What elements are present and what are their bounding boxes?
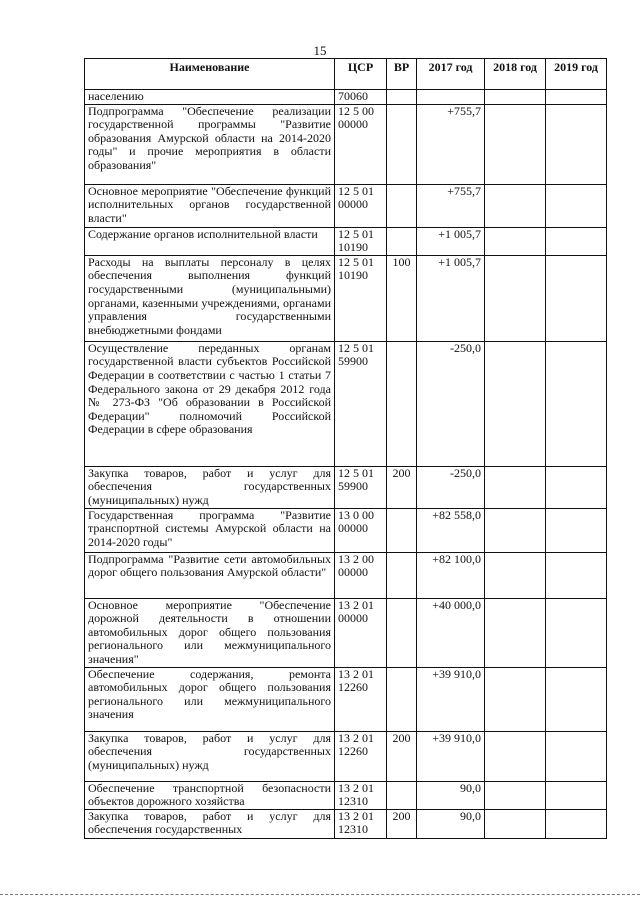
cell-y2018 [485, 227, 546, 255]
budget-table [84, 58, 607, 839]
header-2019: 2019 год [546, 59, 607, 90]
cell-name: Государственная программа "Развитие транспортной системы Амурской области на 2014-2020 годы" [85, 508, 335, 552]
table-row [85, 731, 607, 781]
header-name: Наименование [85, 59, 335, 90]
cell-y2017: +755,7 [417, 104, 485, 184]
header-csr: ЦСР [335, 59, 387, 90]
cell-vr [387, 104, 417, 184]
cell-y2017 [417, 90, 485, 105]
cell-y2017: +40 000,0 [417, 598, 485, 667]
cell-vr [387, 667, 417, 731]
cell-y2017: +39 910,0 [417, 667, 485, 731]
cell-y2017: 90,0 [417, 809, 485, 838]
cell-csr: 13 2 01 12260 [335, 731, 387, 781]
cell-y2018 [485, 90, 546, 105]
cell-csr: 12 5 01 59900 [335, 466, 387, 508]
table-row [85, 184, 607, 227]
cell-y2017: +1 005,7 [417, 255, 485, 341]
table-row [85, 508, 607, 552]
cell-y2019 [546, 552, 607, 598]
cell-y2018 [485, 184, 546, 227]
cell-name: населению [85, 90, 335, 105]
cell-y2018 [485, 781, 546, 809]
cell-vr [387, 227, 417, 255]
cell-y2019 [546, 731, 607, 781]
cell-name: Обеспечение транспортной безопасности объектов дорожного хозяйства [85, 781, 335, 809]
cell-name: Основное мероприятие "Обеспечение дорожной деятельности в отношении автомобильных дорог общего пользования регионального или межмуниципального значения" [85, 598, 335, 667]
table-row [85, 90, 607, 105]
cell-csr: 13 2 01 12310 [335, 809, 387, 838]
cell-y2019 [546, 104, 607, 184]
cell-y2018 [485, 255, 546, 341]
cell-y2019 [546, 598, 607, 667]
cell-csr: 12 5 01 10190 [335, 255, 387, 341]
cell-y2017: +39 910,0 [417, 731, 485, 781]
table-row [85, 466, 607, 508]
cell-csr: 13 2 01 00000 [335, 598, 387, 667]
cell-name: Подпрограмма "Развитие сети автомобильных дорог общего пользования Амурской области" [85, 552, 335, 598]
cell-name: Расходы на выплаты персоналу в целях обеспечения выполнения функций государственными (муниципальными) органами, казенными учреждениями, органами управления государственными внебюджетными фондами [85, 255, 335, 341]
cell-y2018 [485, 598, 546, 667]
table-row [85, 255, 607, 341]
cell-y2019 [546, 667, 607, 731]
cell-vr: 200 [387, 466, 417, 508]
cell-y2018 [485, 809, 546, 838]
table-row [85, 667, 607, 731]
cell-y2018 [485, 552, 546, 598]
table-row [85, 809, 607, 838]
cell-name: Содержание органов исполнительной власти [85, 227, 335, 255]
cell-name: Закупка товаров, работ и услуг для обеспечения государственных (муниципальных) нужд [85, 466, 335, 508]
cell-csr: 12 5 01 59900 [335, 341, 387, 466]
cell-y2019 [546, 184, 607, 227]
cell-y2018 [485, 341, 546, 466]
cell-name: Осуществление переданных органам государственной власти субъектов Российской Федерации в соответствии с частью 1 статьи 7 Федерального закона от 29 декабря 2012 года № 273-ФЗ "Об образовании в Российской Федерации" полномочий Российской Федерации в сфере образования [85, 341, 335, 466]
cell-csr: 13 2 01 12260 [335, 667, 387, 731]
cell-vr [387, 508, 417, 552]
cell-vr [387, 90, 417, 105]
cell-csr: 12 5 01 00000 [335, 184, 387, 227]
cell-y2018 [485, 466, 546, 508]
cell-vr [387, 341, 417, 466]
header-2018: 2018 год [485, 59, 546, 90]
cell-y2017: +82 100,0 [417, 552, 485, 598]
cell-y2017: -250,0 [417, 466, 485, 508]
cell-y2017: +82 558,0 [417, 508, 485, 552]
cell-y2017: +1 005,7 [417, 227, 485, 255]
cell-y2018 [485, 104, 546, 184]
table-row [85, 227, 607, 255]
header-2017: 2017 год [417, 59, 485, 90]
cell-y2019 [546, 90, 607, 105]
cell-name: Подпрограмма "Обеспечение реализации государственной программы "Развитие образования Амурской области на 2014-2020 годы" и прочие мероприятия в области образования" [85, 104, 335, 184]
cell-y2018 [485, 508, 546, 552]
cell-y2019 [546, 809, 607, 838]
cell-y2019 [546, 508, 607, 552]
cell-y2018 [485, 667, 546, 731]
cell-vr: 100 [387, 255, 417, 341]
cell-name: Закупка товаров, работ и услуг для обеспечения государственных [85, 809, 335, 838]
header-vr: ВР [387, 59, 417, 90]
cell-y2019 [546, 781, 607, 809]
table-header-row [85, 59, 607, 90]
page-number: 15 [313, 43, 327, 58]
cell-y2017: 90,0 [417, 781, 485, 809]
cell-y2019 [546, 341, 607, 466]
cell-csr: 12 5 01 10190 [335, 227, 387, 255]
cell-csr: 12 5 00 00000 [335, 104, 387, 184]
cell-vr [387, 598, 417, 667]
cell-vr [387, 781, 417, 809]
cell-y2017: -250,0 [417, 341, 485, 466]
cell-csr: 13 2 00 00000 [335, 552, 387, 598]
table-row [85, 598, 607, 667]
cell-y2019 [546, 255, 607, 341]
cell-name: Обеспечение содержания, ремонта автомобильных дорог общего пользования регионального или межмуниципального значения [85, 667, 335, 731]
cell-y2017: +755,7 [417, 184, 485, 227]
cell-vr [387, 184, 417, 227]
table-row [85, 552, 607, 598]
cell-y2019 [546, 466, 607, 508]
cell-csr: 13 0 00 00000 [335, 508, 387, 552]
cell-vr [387, 552, 417, 598]
cell-name: Основное мероприятие "Обеспечение функций исполнительных органов государственной власти" [85, 184, 335, 227]
page-edge-line [0, 894, 640, 895]
table-row [85, 104, 607, 184]
cell-y2019 [546, 227, 607, 255]
table-row [85, 781, 607, 809]
table-row [85, 341, 607, 466]
cell-name: Закупка товаров, работ и услуг для обеспечения государственных (муниципальных) нужд [85, 731, 335, 781]
cell-vr: 200 [387, 809, 417, 838]
cell-csr: 70060 [335, 90, 387, 105]
cell-vr: 200 [387, 731, 417, 781]
cell-csr: 13 2 01 12310 [335, 781, 387, 809]
cell-y2018 [485, 731, 546, 781]
